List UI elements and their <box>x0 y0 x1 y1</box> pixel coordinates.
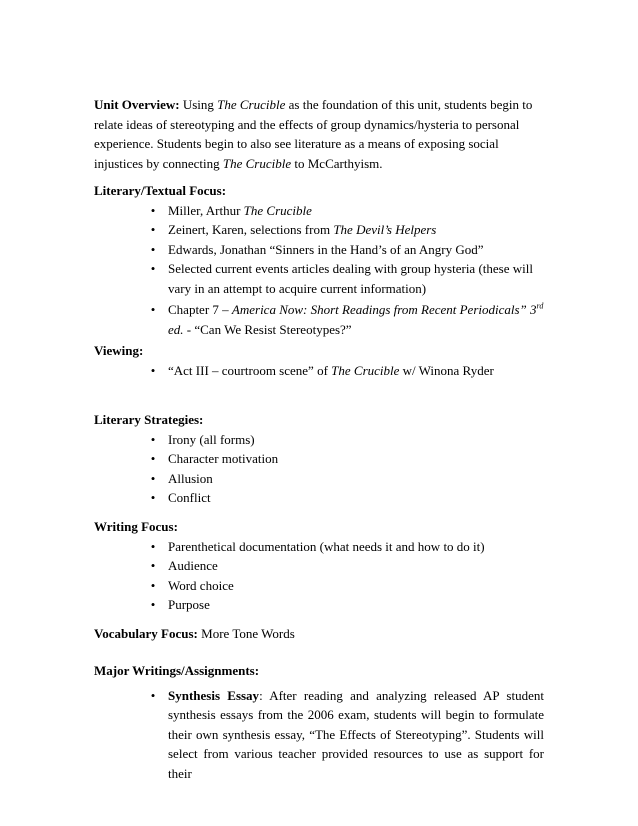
bullet-icon: • <box>150 362 156 378</box>
overview-paragraph <box>94 95 544 173</box>
literary-focus-list <box>94 201 544 340</box>
viewing-section <box>94 341 544 380</box>
writing-label: Writing Focus: <box>94 519 178 534</box>
list-item <box>94 537 544 557</box>
major-section <box>94 661 544 783</box>
list-item <box>94 576 544 596</box>
bullet-icon: • <box>150 470 156 486</box>
strategies-section <box>94 410 544 508</box>
bullet-icon: • <box>150 597 156 612</box>
item-edition: ed. <box>168 321 184 337</box>
item-superscript: rd <box>536 301 544 311</box>
item-text-2: w/ Winona Ryder <box>399 362 494 378</box>
major-label: Major Writings/Assignments: <box>94 663 260 678</box>
list-item <box>94 300 544 339</box>
item-title: The Devil’s Helpers <box>333 222 437 237</box>
item-text: Zeinert, Karen, selections from <box>168 222 334 237</box>
list-item <box>94 430 544 450</box>
list-item <box>94 240 544 260</box>
bullet-icon: • <box>150 261 156 276</box>
list-item <box>94 686 544 784</box>
unit-overview <box>94 95 544 173</box>
overview-text-1: Using <box>179 97 218 112</box>
strategies-label: Literary Strategies: <box>94 412 204 427</box>
item-text: Edwards, Jonathan “Sinners in the Hand’s of an Angry God” <box>168 241 484 257</box>
item-text: Allusion <box>168 470 213 486</box>
list-item <box>94 259 544 298</box>
bullet-icon: • <box>150 538 156 554</box>
list-item <box>94 201 544 221</box>
item-title: Synthesis Essay <box>168 687 260 703</box>
vocab-section <box>94 624 544 644</box>
bullet-icon: • <box>150 222 156 237</box>
list-item <box>94 361 544 381</box>
writing-section <box>94 517 544 615</box>
item-text: Word choice <box>168 577 234 593</box>
bullet-icon: • <box>150 302 156 317</box>
list-item <box>94 220 544 240</box>
item-text: Chapter 7 – <box>168 302 232 317</box>
bullet-icon: • <box>150 490 156 505</box>
overview-title-2: The Crucible <box>222 155 292 171</box>
overview-label: Unit Overview: <box>94 97 180 112</box>
viewing-label: Viewing: <box>94 343 144 358</box>
bullet-icon: • <box>150 241 156 257</box>
item-text: Miller, Arthur <box>168 202 244 218</box>
item-text: Character motivation <box>168 451 279 466</box>
vocab-text: More Tone Words <box>197 626 295 641</box>
item-text-2: - “Can We Resist Stereotypes?” <box>183 321 352 337</box>
item-text: Purpose <box>168 597 210 612</box>
list-item <box>94 469 544 489</box>
item-text: “Act III – courtroom scene” of <box>168 362 332 378</box>
item-text: Irony (all forms) <box>168 431 255 447</box>
item-title: America Now: Short Readings from Recent Periodicals” 3 <box>231 302 537 317</box>
strategies-list <box>94 430 544 508</box>
list-item <box>94 488 544 508</box>
overview-text-2: as the foundation of this unit, students begin to relate ideas of stereotyping and the effects of group dynamics/hysteria to personal experience. Students begin to also see literature as a means of exposing social injustices by connecting <box>94 97 533 171</box>
list-item <box>94 556 544 576</box>
bullet-icon: • <box>150 431 156 447</box>
bullet-icon: • <box>150 577 156 593</box>
writing-list <box>94 537 544 615</box>
vocab-label: Vocabulary Focus: <box>94 626 198 641</box>
bullet-icon: • <box>150 687 156 703</box>
vocab-paragraph <box>94 624 544 644</box>
bullet-icon: • <box>150 202 156 218</box>
list-item <box>94 595 544 615</box>
overview-title-1: The Crucible <box>217 97 286 112</box>
item-title: The Crucible <box>243 202 312 218</box>
major-list <box>94 686 544 784</box>
item-title: The Crucible <box>331 362 400 378</box>
item-text: Audience <box>168 558 218 573</box>
item-text: Selected current events articles dealing with group hysteria (these will vary in an attempt to acquire current information) <box>168 261 533 296</box>
list-item <box>94 449 544 469</box>
item-text: : After reading and analyzing released AP student synthesis essays from the 2006 exam, students will begin to formulate their own synthesis essay, “The Effects of Stereotyping”. Students will select from various teacher provided resources to use as support for their <box>168 687 544 781</box>
item-text: Parenthetical documentation (what needs it and how to do it) <box>168 538 485 554</box>
viewing-list <box>94 361 544 381</box>
bullet-icon: • <box>150 451 156 466</box>
item-text: Conflict <box>168 490 211 505</box>
literary-focus-section <box>94 181 544 339</box>
overview-text-3: to McCarthyism. <box>291 155 383 171</box>
literary-focus-label: Literary/Textual Focus: <box>94 183 227 198</box>
bullet-icon: • <box>150 558 156 573</box>
